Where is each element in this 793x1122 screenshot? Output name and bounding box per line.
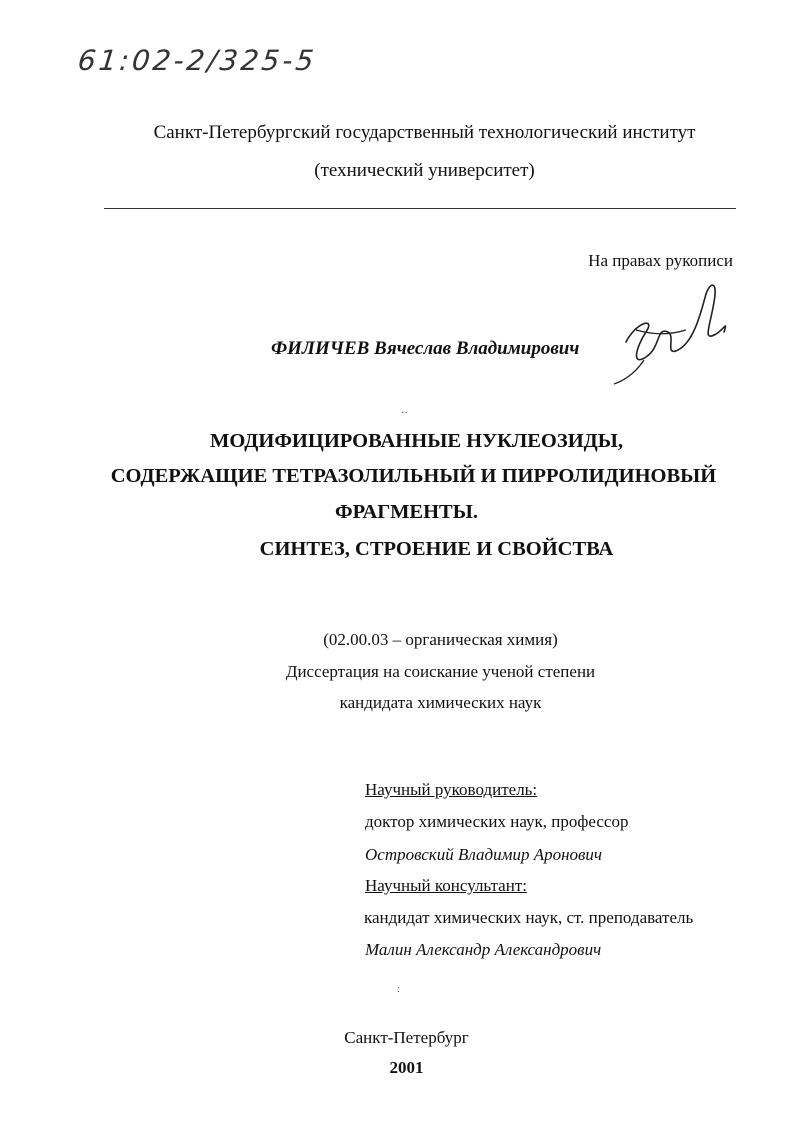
specialty-code: (02.00.03 – органическая химия) [323, 630, 558, 649]
header-divider [104, 208, 736, 209]
title-line-1: МОДИФИЦИРОВАННЫЕ НУКЛЕОЗИДЫ, [210, 430, 623, 452]
title-line-2: СОДЕРЖАЩИЕ ТЕТРАЗОЛИЛЬНЫЙ И ПИРРОЛИДИНОВЫЙ [110, 465, 717, 487]
degree-line-1: Диссертация на соискание ученой степени [285, 662, 596, 681]
supervisor-position: доктор химических наук, профессор [365, 812, 629, 831]
institution-name: Санкт-Петербургский государственный технологический институт [153, 122, 696, 143]
scan-speck: ·· [401, 408, 408, 419]
supervisor-heading: Научный руководитель: [365, 780, 538, 799]
degree-line-2: кандидата химических наук [339, 693, 542, 712]
supervisor-name: Островский Владимир Аронович [365, 845, 603, 864]
rights-notice: На правах рукописи [588, 251, 733, 270]
archive-number-handwritten: 61:02-2/325-5 [76, 44, 319, 77]
author-name: ФИЛИЧЕВ Вячеслав Владимирович [271, 338, 580, 359]
year: 2001 [389, 1058, 424, 1077]
institution-subtitle: (технический университет) [314, 160, 535, 181]
consultant-heading: Научный консультант: [365, 876, 527, 895]
title-line-4: СИНТЕЗ, СТРОЕНИЕ И СВОЙСТВА [259, 538, 614, 560]
title-line-3: ФРАГМЕНТЫ. [335, 501, 478, 523]
author-signature [606, 272, 746, 392]
consultant-name: Малин Александр Александрович [365, 940, 602, 959]
city: Санкт-Петербург [344, 1028, 469, 1047]
consultant-position: кандидат химических наук, ст. преподаватель [364, 908, 694, 927]
scan-speck: : [397, 984, 400, 995]
